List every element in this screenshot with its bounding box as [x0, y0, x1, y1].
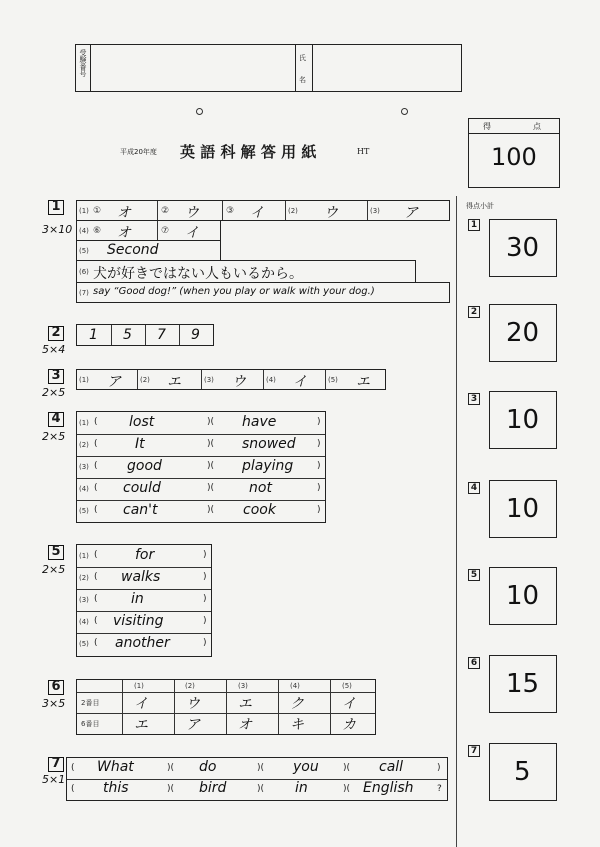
q3-divider-4 — [325, 370, 326, 389]
subtotal-num-7: 7 — [468, 745, 480, 757]
title-year: 平成20年度 — [120, 148, 157, 156]
q7-l1-paren-1: ( — [71, 763, 75, 773]
subtotal-value-4: 10 — [506, 494, 540, 524]
q5-r3-label: (3) — [79, 596, 89, 604]
q5-r3-answer[interactable]: in — [131, 591, 144, 607]
q6-col-divider-2 — [226, 680, 227, 734]
q7-l2-paren-4: )( — [343, 784, 351, 794]
subtotal-column-line — [456, 196, 457, 847]
q5-r5-paren: ( — [94, 638, 98, 648]
q4-r4-answer-1[interactable]: could — [123, 480, 161, 496]
q1-r4-answer[interactable]: 犬が好きではない人もいるから。 — [93, 266, 303, 282]
q6-r2-answer-4[interactable]: キ — [290, 717, 304, 733]
q4-r2-paren: ( — [94, 439, 98, 449]
q3-answer-4[interactable]: イ — [293, 374, 307, 390]
q5-r4-answer[interactable]: visiting — [113, 613, 164, 629]
total-score-label-1: 得 — [483, 122, 491, 131]
q1-r1-answer-2[interactable]: ウ — [185, 205, 199, 221]
q6-r2-answer-2[interactable]: ア — [186, 717, 200, 733]
q5-r4-label: (4) — [79, 618, 89, 626]
q2-answer-3[interactable]: 7 — [157, 327, 166, 343]
q3-answer-1[interactable]: ア — [107, 374, 121, 390]
q7-l2-paren-1: ( — [71, 784, 75, 794]
q4-row-4 — [77, 478, 325, 501]
q4-r4-paren-end: ) — [317, 483, 321, 493]
q4-row-2 — [77, 434, 325, 457]
q1-r2-label: (4) — [79, 227, 89, 235]
subtotal-num-3: 3 — [468, 393, 480, 405]
q5-r2-paren: ( — [94, 572, 98, 582]
q4-r5-paren-mid: )( — [207, 505, 215, 515]
name-label-1: 氏 — [299, 54, 306, 62]
total-score-value: 100 — [491, 143, 537, 171]
subtotal-box-7 — [489, 743, 557, 801]
q6-r1-answer-1[interactable]: イ — [134, 696, 148, 712]
header-box — [75, 44, 462, 92]
q5-table — [76, 544, 212, 657]
subtotal-value-1: 30 — [506, 233, 540, 263]
q7-l1-word-4[interactable]: call — [379, 759, 404, 775]
q3-label-5: (5) — [328, 376, 338, 384]
subtotal-label: 得点小計 — [466, 202, 494, 210]
q1-r2-divider — [157, 221, 158, 240]
q5-r1-answer[interactable]: for — [135, 547, 155, 563]
q4-r2-paren-end: ) — [317, 439, 321, 449]
q5-r1-label: (1) — [79, 552, 89, 560]
q6-r1-answer-3[interactable]: エ — [238, 696, 252, 712]
q6-col-divider-0 — [122, 680, 123, 734]
total-score-header — [469, 119, 559, 134]
q1-r1-answer-5[interactable]: ア — [404, 205, 418, 221]
name-field[interactable] — [312, 45, 461, 91]
q1-row-2 — [76, 220, 221, 241]
q5-marks: 2×5 — [42, 563, 66, 576]
q2-answer-2[interactable]: 5 — [123, 327, 132, 343]
q1-r1-sub-2: ② — [161, 206, 170, 216]
q1-r1-label-1: (1) — [79, 207, 89, 215]
q6-r1-answer-4[interactable]: ク — [290, 696, 304, 712]
q7-l1-paren-3: )( — [257, 763, 265, 773]
exam-number-label: 受験番号 — [79, 49, 87, 77]
q4-r3-answer-1[interactable]: good — [127, 458, 162, 474]
q1-r1-label-2: (2) — [288, 207, 298, 215]
q6-r1-answer-2[interactable]: ウ — [186, 696, 200, 712]
subtotal-box-5 — [489, 567, 557, 625]
q6-marks: 3×5 — [42, 697, 66, 710]
q6-col-5: (5) — [342, 682, 352, 690]
q6-row-label-2: 6番目 — [81, 720, 100, 728]
total-score-label-2: 点 — [533, 122, 541, 131]
q1-r2-sub-1: ⑥ — [93, 226, 102, 236]
q4-r5-paren-end: ) — [317, 505, 321, 515]
q7-l2-word-1[interactable]: this — [103, 780, 129, 796]
q1-r1-divider-3 — [285, 201, 286, 220]
q2-cell-divider-1 — [111, 325, 112, 345]
q7-number: 7 — [48, 757, 64, 772]
q6-r1-answer-5[interactable]: イ — [342, 696, 356, 712]
subtotal-num-5: 5 — [468, 569, 480, 581]
q3-label-2: (2) — [140, 376, 150, 384]
q4-r3-paren-end: ) — [317, 461, 321, 471]
q6-col-2: (2) — [185, 682, 195, 690]
q5-row-4 — [77, 611, 211, 634]
q5-number: 5 — [48, 545, 64, 560]
q1-row-1 — [76, 200, 450, 221]
total-score-box — [468, 118, 560, 188]
q3-divider-3 — [263, 370, 264, 389]
exam-number-field[interactable] — [90, 45, 295, 91]
q1-r1-divider-1 — [157, 201, 158, 220]
q1-r3-label: (5) — [79, 247, 89, 255]
q4-r2-answer-1[interactable]: It — [135, 436, 145, 452]
q7-l2-paren-3: )( — [257, 784, 265, 794]
q1-number: 1 — [48, 200, 64, 215]
page-title: 英 語 科 解 答 用 紙 — [180, 143, 317, 161]
q7-l1-word-2[interactable]: do — [199, 759, 217, 775]
subtotal-box-4 — [489, 480, 557, 538]
q6-col-1: (1) — [134, 682, 144, 690]
q1-r1-answer-3[interactable]: イ — [250, 205, 264, 221]
q3-label-4: (4) — [266, 376, 276, 384]
q2-cell-divider-3 — [179, 325, 180, 345]
q6-col-divider-3 — [278, 680, 279, 734]
q6-table — [76, 679, 376, 735]
q5-r3-paren: ( — [94, 594, 98, 604]
subtotal-num-6: 6 — [468, 657, 480, 669]
q2-cell-divider-2 — [145, 325, 146, 345]
q4-r1-label: (1) — [79, 419, 89, 427]
q3-answer-2[interactable]: エ — [167, 374, 181, 390]
q7-line-2 — [67, 779, 447, 800]
q1-row-4 — [76, 260, 416, 283]
subtotal-box-1 — [489, 219, 557, 277]
q1-r2-answer-2[interactable]: イ — [185, 225, 199, 241]
q1-r2-sub-2: ⑦ — [161, 226, 170, 236]
subtotal-num-1: 1 — [468, 219, 480, 231]
q5-r2-answer[interactable]: walks — [121, 569, 161, 585]
q2-marks: 5×4 — [42, 343, 66, 356]
q2-number: 2 — [48, 326, 64, 341]
q7-table — [66, 757, 448, 801]
q3-number: 3 — [48, 369, 64, 384]
subtotal-box-3 — [489, 391, 557, 449]
q7-l2-word-2[interactable]: bird — [199, 780, 227, 796]
q4-r3-paren: ( — [94, 461, 98, 471]
q1-r1-divider-2 — [222, 201, 223, 220]
q6-col-4: (4) — [290, 682, 300, 690]
q1-r1-sub-3: ③ — [226, 206, 235, 216]
q6-r2-answer-3[interactable]: オ — [238, 717, 252, 733]
binding-hole-left — [196, 108, 203, 115]
q1-row-5 — [76, 282, 450, 303]
q5-row-5 — [77, 633, 211, 656]
name-label-cell — [295, 45, 313, 91]
q4-row-5 — [77, 500, 325, 522]
name-label-2: 名 — [299, 76, 306, 84]
q4-r5-answer-1[interactable]: can't — [123, 502, 158, 518]
q5-r5-label: (5) — [79, 640, 89, 648]
binding-hole-right — [401, 108, 408, 115]
q5-r3-paren-end: ) — [203, 594, 207, 604]
q7-line-1 — [67, 758, 447, 780]
q4-r2-label: (2) — [79, 441, 89, 449]
q5-r1-paren: ( — [94, 550, 98, 560]
q1-r1-sub-1: ① — [93, 206, 102, 216]
q5-r4-paren-end: ) — [203, 616, 207, 626]
q6-row-label-1: 2番目 — [81, 699, 100, 707]
q4-r5-answer-2[interactable]: cook — [243, 502, 276, 518]
q4-r4-paren: ( — [94, 483, 98, 493]
q3-divider-2 — [201, 370, 202, 389]
q4-number: 4 — [48, 412, 64, 427]
q4-r2-answer-2[interactable]: snowed — [242, 436, 296, 452]
q4-r5-paren: ( — [94, 505, 98, 515]
q3-answer-row — [76, 369, 386, 390]
q7-l1-word-3[interactable]: you — [293, 759, 319, 775]
q4-r1-answer-1[interactable]: lost — [129, 414, 155, 430]
title-suffix: HT — [357, 147, 370, 156]
q4-r4-label: (4) — [79, 485, 89, 493]
q4-r4-answer-2[interactable]: not — [249, 480, 272, 496]
q5-r1-paren-end: ) — [203, 550, 207, 560]
q5-r2-label: (2) — [79, 574, 89, 582]
q5-r5-answer[interactable]: another — [115, 635, 170, 651]
q3-answer-3[interactable]: ウ — [232, 374, 246, 390]
subtotal-value-5: 10 — [506, 581, 540, 611]
q3-label-3: (3) — [204, 376, 214, 384]
q7-l2-word-4[interactable]: English — [363, 780, 414, 796]
q4-row-1 — [77, 412, 325, 435]
q6-col-divider-4 — [330, 680, 331, 734]
q7-l1-paren-4: )( — [343, 763, 351, 773]
q6-number: 6 — [48, 680, 64, 695]
subtotal-value-3: 10 — [506, 405, 540, 435]
q1-marks: 3×10 — [42, 223, 73, 236]
q1-r5-label: (7) — [79, 289, 89, 297]
q2-answer-row — [76, 324, 214, 346]
q2-answer-1[interactable]: 1 — [89, 327, 98, 343]
q7-l1-paren-5: ) — [437, 763, 441, 773]
q7-l1-paren-2: )( — [167, 763, 175, 773]
q1-r4-label: (6) — [79, 268, 89, 276]
subtotal-box-2 — [489, 304, 557, 362]
q5-row-3 — [77, 589, 211, 612]
subtotal-num-2: 2 — [468, 306, 480, 318]
q1-r1-answer-1[interactable]: オ — [117, 205, 131, 221]
q4-r1-paren-mid: )( — [207, 417, 215, 427]
q4-r1-answer-2[interactable]: have — [242, 414, 277, 430]
q6-col-divider-1 — [174, 680, 175, 734]
q4-r3-paren-mid: )( — [207, 461, 215, 471]
q1-r2-answer-1[interactable]: オ — [117, 225, 131, 241]
q4-r1-paren-end: ) — [317, 417, 321, 427]
q3-marks: 2×5 — [42, 386, 66, 399]
q2-answer-4[interactable]: 9 — [191, 327, 200, 343]
q4-table — [76, 411, 326, 523]
subtotal-num-4: 4 — [468, 482, 480, 494]
q5-row-1 — [77, 545, 211, 568]
q7-l2-word-3[interactable]: in — [295, 780, 308, 796]
q1-r3-answer[interactable]: Second — [107, 242, 159, 258]
q4-r3-label: (3) — [79, 463, 89, 471]
subtotal-value-7: 5 — [514, 757, 531, 787]
q3-divider-1 — [137, 370, 138, 389]
q5-r4-paren: ( — [94, 616, 98, 626]
q6-col-3: (3) — [238, 682, 248, 690]
subtotal-value-2: 20 — [506, 318, 540, 348]
q5-row-2 — [77, 567, 211, 590]
q6-r2-answer-5[interactable]: カ — [342, 717, 356, 733]
q4-r2-paren-mid: )( — [207, 439, 215, 449]
q1-r1-divider-4 — [367, 201, 368, 220]
q7-l2-paren-2: )( — [167, 784, 175, 794]
q1-row-3 — [76, 240, 221, 261]
q7-marks: 5×1 — [42, 773, 66, 786]
q1-r1-answer-4[interactable]: ウ — [324, 205, 338, 221]
q4-r4-paren-mid: )( — [207, 483, 215, 493]
exam-number-label-cell — [76, 45, 91, 91]
subtotal-value-6: 15 — [506, 669, 540, 699]
q3-label-1: (1) — [79, 376, 89, 384]
q5-r2-paren-end: ) — [203, 572, 207, 582]
q7-l1-word-1[interactable]: What — [97, 759, 134, 775]
q6-r2-answer-1[interactable]: エ — [134, 717, 148, 733]
q5-r5-paren-end: ) — [203, 638, 207, 648]
q7-l2-question-mark: ? — [437, 784, 442, 794]
q4-r5-label: (5) — [79, 507, 89, 515]
q1-r1-label-3: (3) — [370, 207, 380, 215]
q3-answer-5[interactable]: エ — [356, 374, 370, 390]
q4-r1-paren: ( — [94, 417, 98, 427]
q4-row-3 — [77, 456, 325, 479]
q4-marks: 2×5 — [42, 430, 66, 443]
subtotal-box-6 — [489, 655, 557, 713]
q1-r5-answer[interactable]: say “Good dog!” (when you play or walk with your dog.) — [93, 286, 375, 297]
q4-r3-answer-2[interactable]: playing — [242, 458, 294, 474]
